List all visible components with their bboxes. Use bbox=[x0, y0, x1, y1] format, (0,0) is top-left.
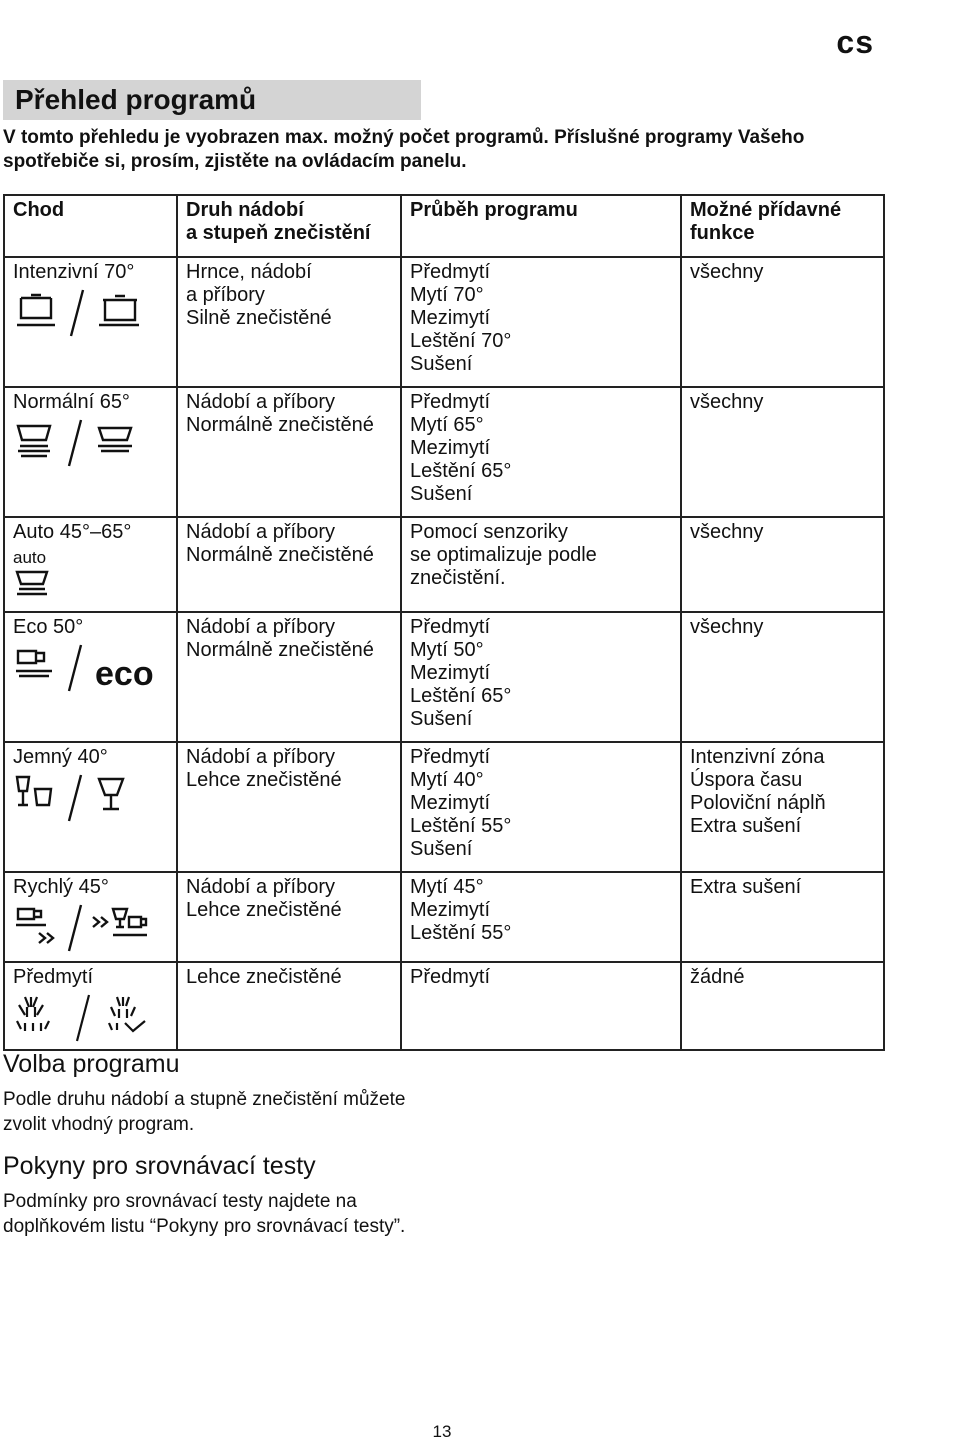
eco-label: eco bbox=[95, 655, 154, 693]
program-name: Auto 45°–65° bbox=[13, 521, 132, 543]
program-name: Rychlý 45° bbox=[13, 876, 109, 898]
dishes-cell: Hrnce, nádobí a příbory Silně znečistěné bbox=[177, 257, 401, 387]
course-cell: Pomocí senzoriky se optimalizuje podle znečistění. bbox=[401, 517, 681, 612]
course-cell: Předmytí Mytí 70° Mezimytí Leštění 70° Sušení bbox=[401, 257, 681, 387]
program-cell bbox=[4, 387, 177, 517]
course-cell: Předmytí Mytí 40° Mezimytí Leštění 55° Sušení bbox=[401, 742, 681, 872]
extras-cell: všechny bbox=[681, 257, 884, 387]
page-title: Přehled programů bbox=[15, 84, 257, 115]
auto-label: auto bbox=[13, 548, 47, 567]
dishes-cell: Lehce znečistěné bbox=[177, 962, 401, 1050]
title-bar bbox=[3, 80, 421, 120]
header-extras: Možné přídavné funkce bbox=[681, 195, 884, 257]
program-cell bbox=[4, 872, 177, 962]
program-cell bbox=[4, 962, 177, 1050]
spray-icon bbox=[13, 993, 168, 1045]
page-number: 13 bbox=[432, 1422, 452, 1441]
table-header-row bbox=[4, 195, 884, 257]
program-cell bbox=[4, 257, 177, 387]
program-name: Eco 50° bbox=[13, 616, 84, 638]
dishes-cell: Nádobí a příbory Normálně znečistěné bbox=[177, 612, 401, 742]
dishes-cell: Nádobí a příbory Lehce znečistěné bbox=[177, 742, 401, 872]
glass-icon bbox=[13, 773, 168, 823]
program-cell bbox=[4, 612, 177, 742]
table-row bbox=[4, 612, 884, 742]
section-text-program-selection: Podle druhu nádobí a stupně znečistění můžete zvolit vhodný program. bbox=[3, 1089, 406, 1135]
program-name: Jemný 40° bbox=[13, 746, 108, 768]
cup-eco-icon bbox=[13, 643, 168, 695]
section-text-comparison-tests: Podmínky pro srovnávací testy najdete na doplňkovém listu “Pokyny pro srovnávací testy”. bbox=[3, 1191, 406, 1237]
quick-cup-icon bbox=[13, 903, 168, 953]
dishes-cell: Nádobí a příbory Normálně znečistěné bbox=[177, 387, 401, 517]
program-name: Předmytí bbox=[13, 966, 94, 988]
extras-cell: všechny bbox=[681, 612, 884, 742]
dishes-cell: Nádobí a příbory Lehce znečistěné bbox=[177, 872, 401, 962]
program-table bbox=[3, 194, 885, 1051]
table-row bbox=[4, 257, 884, 387]
program-name: Intenzivní 70° bbox=[13, 261, 135, 283]
intro-text: V tomto přehledu je vyobrazen max. možný počet programů. Příslušné programy Vašeho spotřebiče si, prosím, zjistěte na ovládacím panelu. bbox=[3, 127, 805, 172]
extras-cell: všechny bbox=[681, 517, 884, 612]
pot-icon bbox=[13, 288, 168, 338]
table-row bbox=[4, 742, 884, 872]
header-course: Průběh programu bbox=[401, 195, 681, 257]
program-name: Normální 65° bbox=[13, 391, 130, 413]
program-cell bbox=[4, 517, 177, 612]
auto-dish-icon bbox=[13, 569, 168, 607]
extras-cell: Intenzivní zóna Úspora času Poloviční náplň Extra sušení bbox=[681, 742, 884, 872]
dish-icon bbox=[13, 418, 168, 468]
header-program: Chod bbox=[4, 195, 177, 257]
language-code: cs bbox=[836, 24, 874, 60]
dishes-cell: Nádobí a příbory Normálně znečistěné bbox=[177, 517, 401, 612]
extras-cell: žádné bbox=[681, 962, 884, 1050]
table-row bbox=[4, 387, 884, 517]
course-cell: Předmytí Mytí 50° Mezimytí Leštění 65° Sušení bbox=[401, 612, 681, 742]
extras-cell: všechny bbox=[681, 387, 884, 517]
section-heading-program-selection: Volba programu bbox=[3, 1050, 180, 1078]
program-cell bbox=[4, 742, 177, 872]
course-cell: Předmytí bbox=[401, 962, 681, 1050]
course-cell: Mytí 45° Mezimytí Leštění 55° bbox=[401, 872, 681, 962]
header-dishes: Druh nádobí a stupeň znečistění bbox=[177, 195, 401, 257]
section-heading-comparison-tests: Pokyny pro srovnávací testy bbox=[3, 1152, 316, 1180]
table-row bbox=[4, 962, 884, 1050]
extras-cell: Extra sušení bbox=[681, 872, 884, 962]
table-row bbox=[4, 517, 884, 612]
course-cell: Předmytí Mytí 65° Mezimytí Leštění 65° Sušení bbox=[401, 387, 681, 517]
table-row bbox=[4, 872, 884, 962]
